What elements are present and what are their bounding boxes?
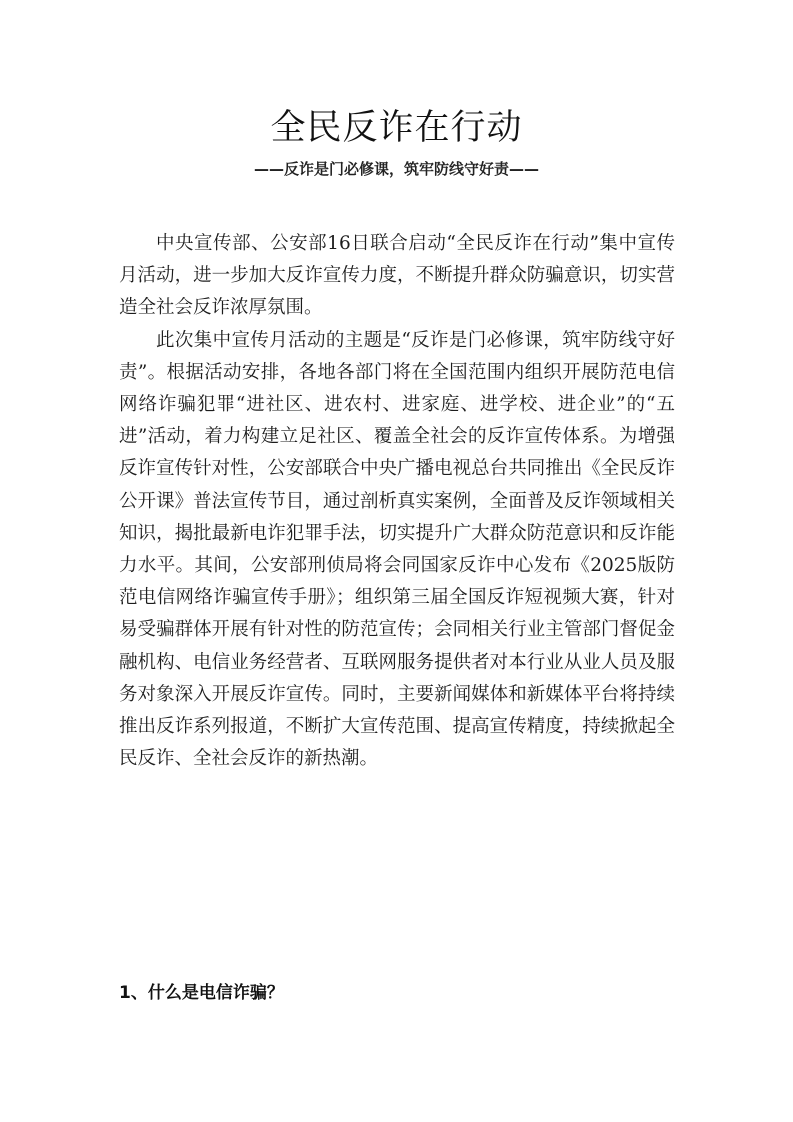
document-body <box>119 228 675 775</box>
document-title: 全民反诈在行动 <box>270 108 523 148</box>
document-subtitle: ——反诈是门必修课，筑牢防线守好责—— <box>253 160 539 178</box>
section-heading: 1、什么是电信诈骗？ <box>119 983 284 1003</box>
paragraph-activity-theme: 此次集中宣传月活动的主题是“反诈是门必修课，筑牢防线守好责”。根据活动安排，各地各部门将在全国范围内组织开展防范电信网络诈骗犯罪“进社区、进农村、进家庭、进学校、进企业”的“五进”活动，着力构建立足社区、覆盖全社会的反诈宣传体系。为增强反诈宣传针对性，公安部联合中央广播电视总台共同推出《全民反诈公开课》普法宣传节目，通过剖析真实案例，全面普及反诈领域相关知识，揭批最新电诈犯罪手法，切实提升广大群众防范意识和反诈能力水平。其间，公安部刑侦局将会同国家反诈中心发布《2025版防范电信网络诈骗宣传手册》；组织第三届全国反诈短视频大赛，针对易受骗群体开展有针对性的防范宣传；会同相关行业主管部门督促金融机构、电信业务经营者、互联网服务提供者对本行业从业人员及服务对象深入开展反诈宣传。同时，主要新闻媒体和新媒体平台将持续推出反诈系列报道，不断扩大宣传范围、提高宣传精度，持续掀起全民反诈、全社会反诈的新热潮。 <box>119 329 675 770</box>
paragraph-intro: 中央宣传部、公安部16日联合启动“全民反诈在行动”集中宣传月活动，进一步加大反诈宣传力度，不断提升群众防骗意识，切实营造全社会反诈浓厚氛围。 <box>119 233 675 319</box>
